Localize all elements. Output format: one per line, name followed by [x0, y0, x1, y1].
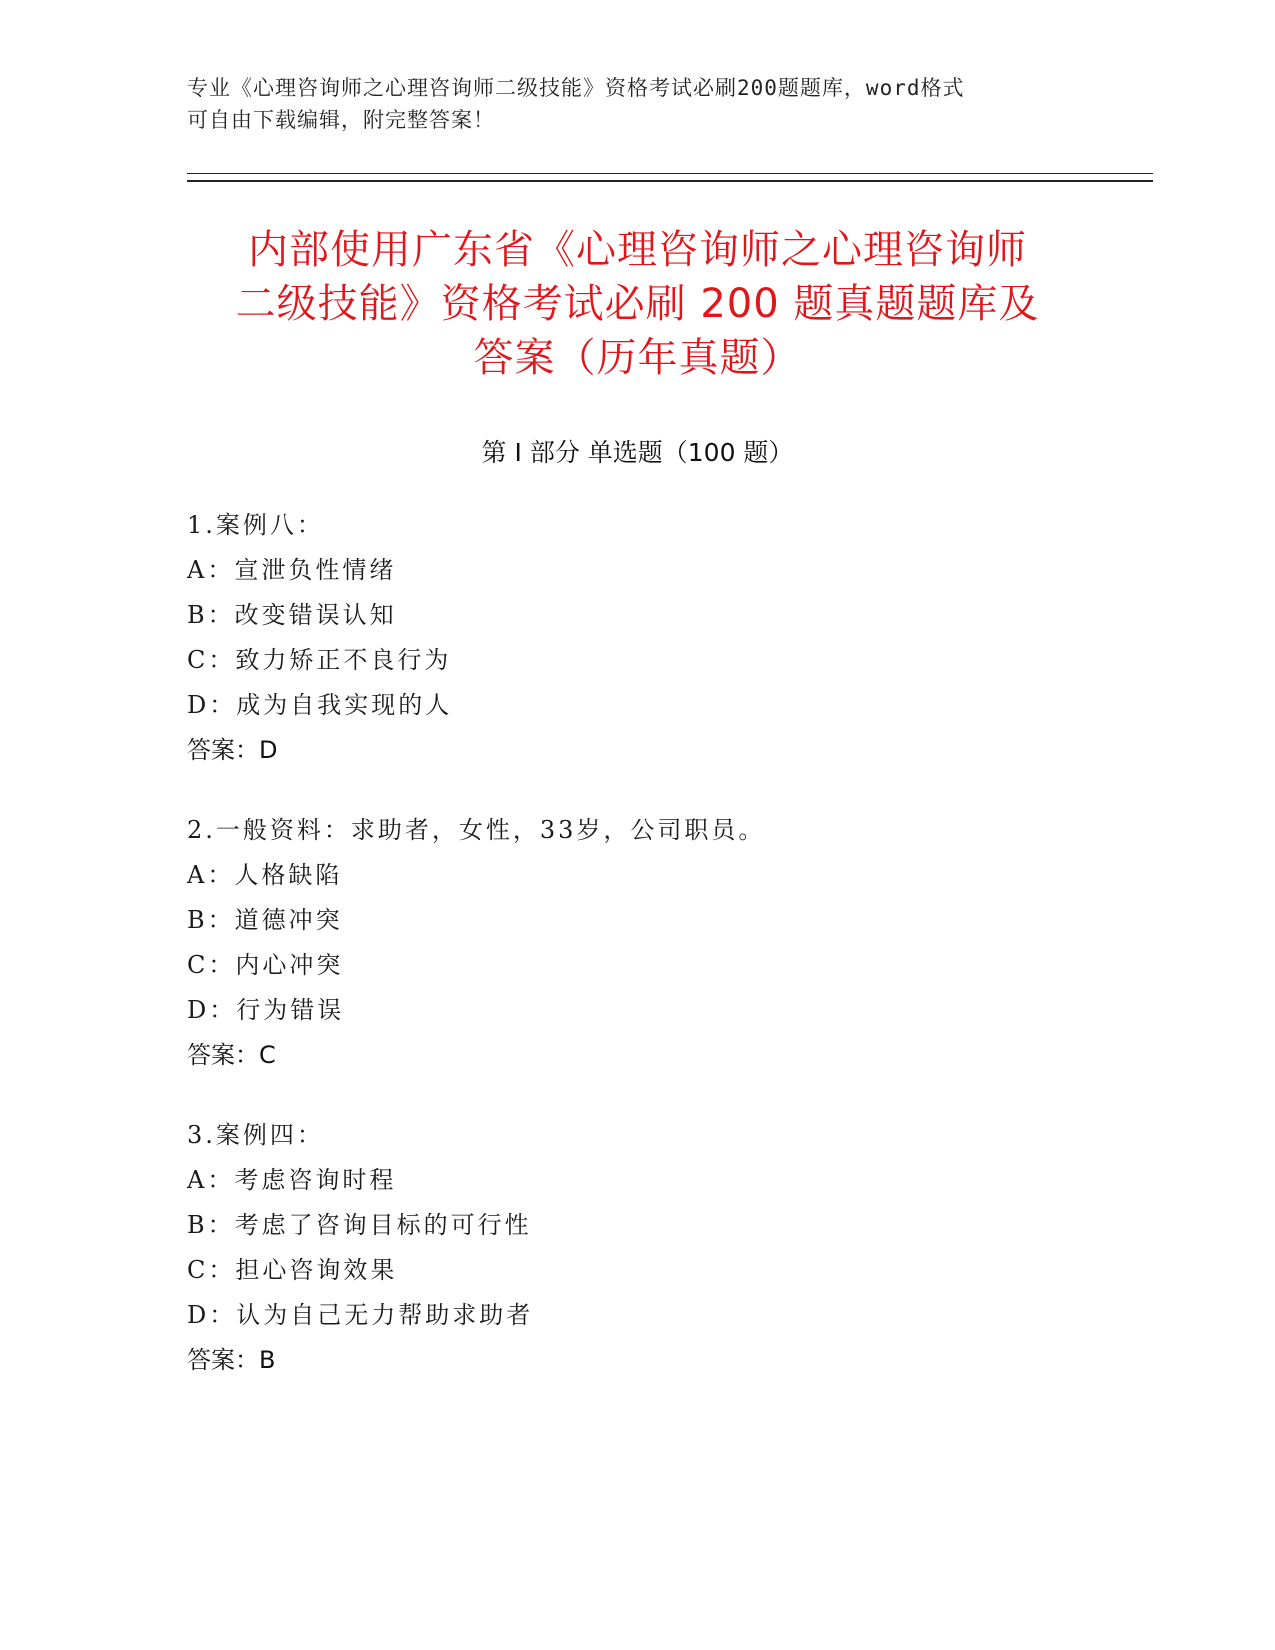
question-2 [187, 808, 1087, 1078]
question-stem: 2.一般资料：求助者，女性，33岁，公司职员。 [187, 816, 766, 844]
header-note-line-2: 可自由下载编辑，附完整答案！ [187, 108, 495, 132]
option-a: A：考虑咨询时程 [187, 1166, 397, 1194]
option-b: B：道德冲突 [187, 906, 343, 934]
option-b: B：考虑了咨询目标的可行性 [187, 1211, 532, 1239]
option-c: C：内心冲突 [187, 951, 344, 979]
header-divider-thick [187, 180, 1153, 182]
section-title: 第 I 部分 单选题（100 题） [481, 438, 794, 467]
answer-line: 答案：D [187, 736, 278, 764]
question-1 [187, 503, 1087, 773]
header-note [187, 72, 1067, 136]
option-d: D：成为自我实现的人 [187, 691, 453, 719]
question-stem: 3.案例四： [187, 1121, 324, 1149]
option-b: B：改变错误认知 [187, 601, 397, 629]
option-d: D：行为错误 [187, 996, 345, 1024]
header-note-line-1: 专业《心理咨询师之心理咨询师二级技能》资格考试必刷200题题库，word格式 [187, 76, 965, 100]
document-title-line-1: 内部使用广东省《心理咨询师之心理咨询师 [248, 227, 1027, 273]
document-title [150, 223, 1125, 385]
option-c: C：担心咨询效果 [187, 1256, 398, 1284]
answer-line: 答案：C [187, 1041, 276, 1069]
question-stem: 1.案例八： [187, 511, 324, 539]
option-c: C：致力矫正不良行为 [187, 646, 452, 674]
option-a: A：人格缺陷 [187, 861, 343, 889]
header-divider-thin [187, 173, 1153, 174]
question-3 [187, 1113, 1087, 1383]
option-a: A：宣泄负性情绪 [187, 556, 397, 584]
answer-line: 答案：B [187, 1346, 276, 1374]
document-title-line-3: 答案（历年真题） [473, 335, 802, 381]
document-title-line-2: 二级技能》资格考试必刷 200 题真题题库及 [235, 281, 1040, 327]
option-d: D：认为自己无力帮助求助者 [187, 1301, 534, 1329]
